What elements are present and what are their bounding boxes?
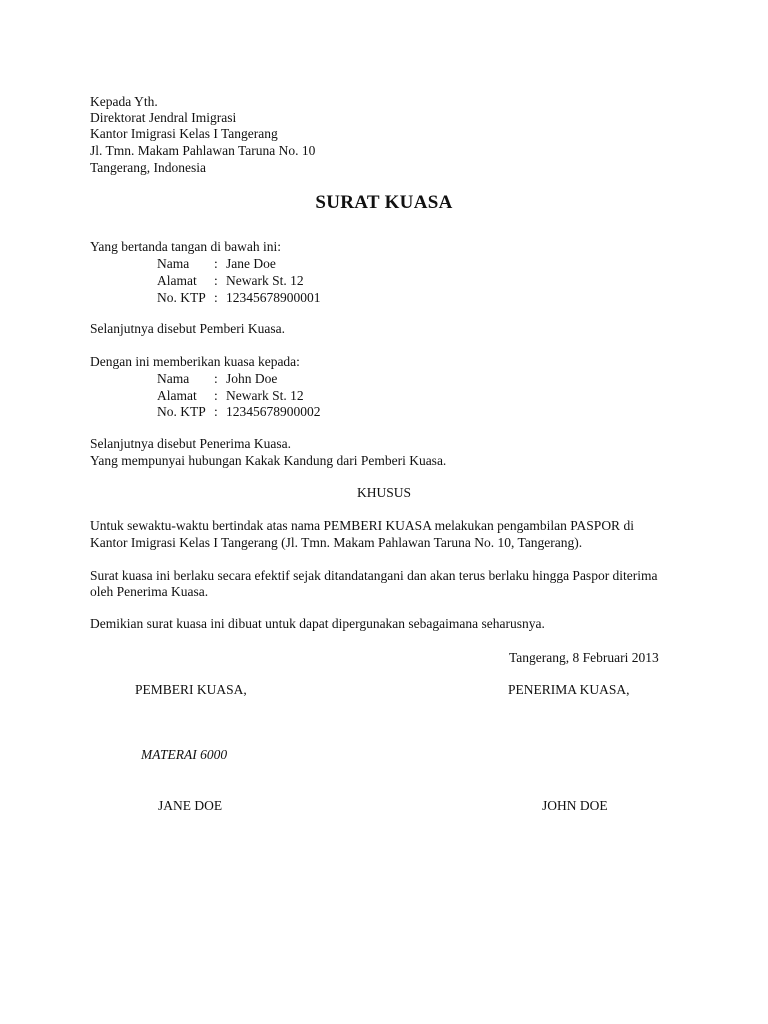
closing-paragraph: Demikian surat kuasa ini dibuat untuk dapat dipergunakan sebagaimana seharusnya.: [90, 616, 545, 631]
grantee-address-value: Newark St. 12: [226, 388, 304, 403]
recipient-line-4: Jl. Tmn. Makam Pahlawan Taruna No. 10: [90, 143, 316, 158]
grantee-ktp-label: No. KTP: [157, 404, 206, 419]
grantor-address-value: Newark St. 12: [226, 273, 304, 288]
grantor-name-colon: :: [214, 256, 218, 271]
grantor-signature-name: JANE DOE: [158, 798, 223, 813]
grantee-name-colon: :: [214, 371, 218, 386]
recipient-line-2: Direktorat Jendral Imigrasi: [90, 110, 237, 125]
grantee-outro-1: Selanjutnya disebut Penerima Kuasa.: [90, 436, 291, 451]
grantee-name-label: Nama: [157, 371, 190, 386]
grantor-address-label: Alamat: [157, 273, 197, 288]
grantee-name-value: John Doe: [226, 371, 278, 386]
recipient-line-3: Kantor Imigrasi Kelas I Tangerang: [90, 126, 278, 141]
recipient-line-5: Tangerang, Indonesia: [90, 160, 207, 175]
grantor-name-label: Nama: [157, 256, 190, 271]
grantee-ktp-value: 12345678900002: [226, 404, 321, 419]
grantor-signature-label: PEMBERI KUASA,: [135, 682, 247, 697]
document-title: SURAT KUASA: [315, 192, 453, 213]
grantor-address-colon: :: [214, 273, 218, 288]
grantor-ktp-value: 12345678900001: [226, 290, 321, 305]
grantee-outro-2: Yang mempunyai hubungan Kakak Kandung dari Pemberi Kuasa.: [90, 453, 447, 468]
grantor-intro: Yang bertanda tangan di bawah ini:: [90, 239, 281, 254]
body-paragraph-2-line-1: Surat kuasa ini berlaku secara efektif sejak ditandatangani dan akan terus berlaku hingga Paspor diterima: [90, 568, 658, 583]
grantee-address-label: Alamat: [157, 388, 197, 403]
grantee-signature-name: JOHN DOE: [542, 798, 608, 813]
grantee-signature-label: PENERIMA KUASA,: [508, 682, 630, 697]
body-paragraph-1-line-1: Untuk sewaktu-waktu bertindak atas nama PEMBERI KUASA melakukan pengambilan PASPOR di: [90, 518, 634, 533]
body-paragraph-2-line-2: oleh Penerima Kuasa.: [90, 584, 209, 599]
grantor-outro: Selanjutnya disebut Pemberi Kuasa.: [90, 321, 285, 336]
grantor-ktp-colon: :: [214, 290, 218, 305]
grantee-intro: Dengan ini memberikan kuasa kepada:: [90, 354, 300, 369]
grantor-name-value: Jane Doe: [226, 256, 276, 271]
grantor-ktp-label: No. KTP: [157, 290, 206, 305]
grantee-address-colon: :: [214, 388, 218, 403]
body-paragraph-1-line-2: Kantor Imigrasi Kelas I Tangerang (Jl. Tmn. Makam Pahlawan Taruna No. 10, Tangerang).: [90, 535, 583, 550]
recipient-line-1: Kepada Yth.: [90, 94, 158, 109]
grantee-ktp-colon: :: [214, 404, 218, 419]
place-date: Tangerang, 8 Februari 2013: [509, 650, 659, 665]
stamp-duty-label: MATERAI 6000: [141, 747, 228, 762]
special-heading: KHUSUS: [356, 485, 411, 500]
